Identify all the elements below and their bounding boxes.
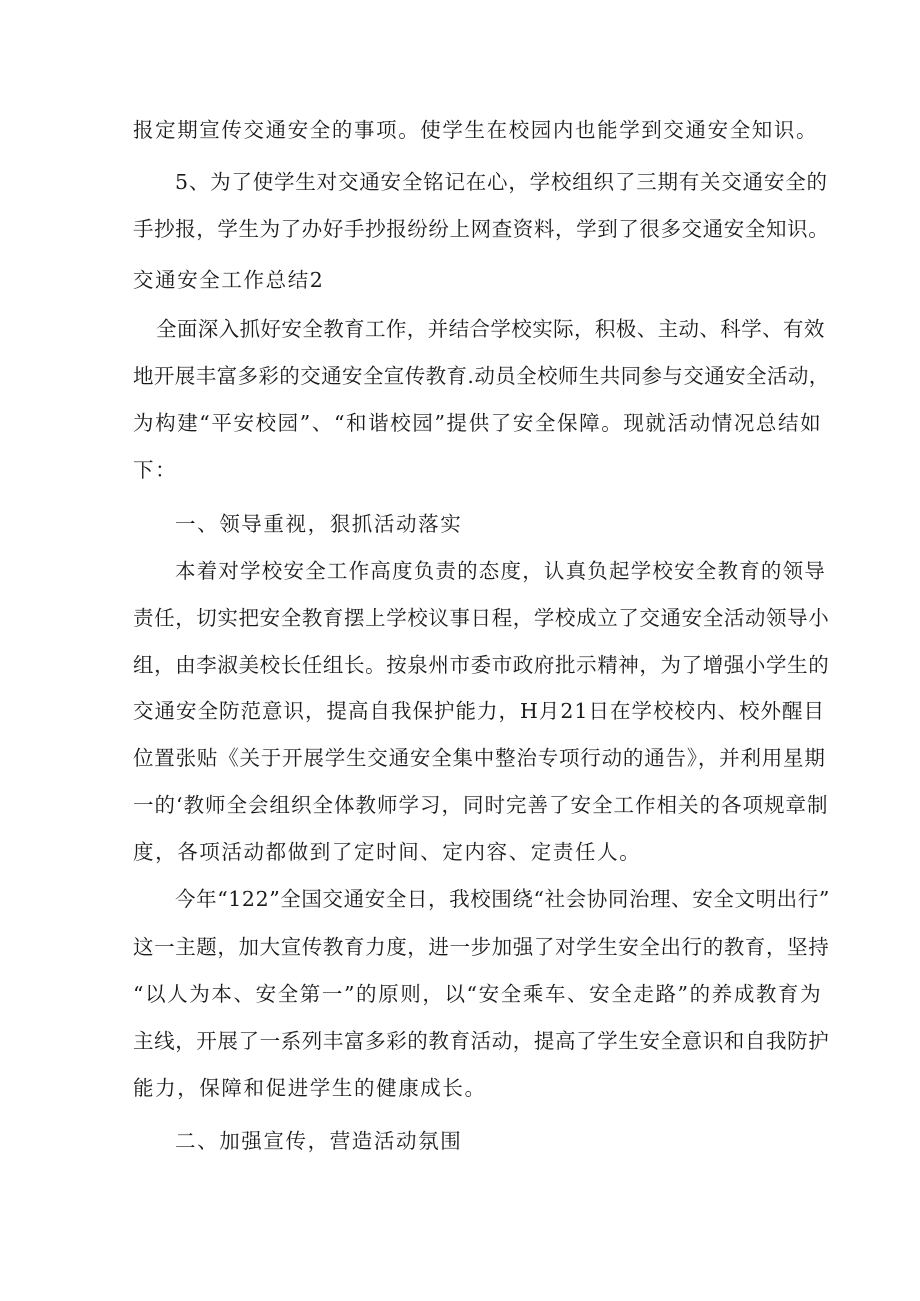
text-line: 主线，开展了一系列丰富多彩的教育活动，提高了学生安全意识和自我防护 xyxy=(133,1029,830,1053)
text-line: 手抄报，学生为了办好手抄报纷纷上网查资料，学到了很多交通安全知识。 xyxy=(133,217,830,241)
text-line: 位置张贴《关于开展学生交通安全集中整治专项行动的通告》，并利用星期 xyxy=(133,746,826,770)
text-line: 责任，切实把安全教育摆上学校议事日程，学校成立了交通安全活动领导小 xyxy=(133,606,830,630)
text-line: 交通安全防范意识，提高自我保护能力，H月21日在学校校内、校外醒目 xyxy=(133,699,825,723)
subsection-heading: 二、加强宣传，营造活动氛围 xyxy=(175,1129,463,1153)
text-line: 为构建“平安校园”、“和谐校园”提供了安全保障。现就活动情况总结如 xyxy=(133,411,823,435)
text-line: 组，由李淑美校长任组长。按泉州市委市政府批示精神，为了增强小学生的 xyxy=(133,653,830,677)
text-line: 度，各项活动都做到了定时间、定内容、定责任人。 xyxy=(133,840,642,864)
text-line: 5、为了使学生对交通安全铭记在心，学校组织了三期有关交通安全的 xyxy=(175,170,828,194)
text-line: 本着对学校安全工作高度负责的态度，认真负起学校安全教育的领导 xyxy=(175,559,826,583)
text-line: 全面深入抓好安全教育工作，并结合学校实际，积极、主动、科学、有效 xyxy=(156,317,825,341)
text-line: 报定期宣传交通安全的事项。使学生在校园内也能学到交通安全知识。 xyxy=(133,118,819,142)
subsection-heading: 一、领导重视，狠抓活动落实 xyxy=(175,512,463,536)
text-line: 这一主题，加大宣传教育力度，进一步加强了对学生安全出行的教育，坚持 xyxy=(133,935,830,959)
text-line: 今年“122”全国交通安全日，我校围绕“社会协同治理、安全文明出行” xyxy=(175,887,830,911)
text-line: “以人为本、安全第一”的原则，以“安全乘车、安全走路”的养成教育为 xyxy=(133,982,823,1006)
text-line: 能力，保障和促进学生的健康成长。 xyxy=(133,1076,487,1100)
text-line: 下： xyxy=(133,458,178,482)
text-line: 一的‘教师全会组织全体教师学习，同时完善了安全工作相关的各项规章制 xyxy=(133,793,829,817)
text-line: 地开展丰富多彩的交通安全宣传教育.动员全校师生共同参与交通安全活动， xyxy=(133,364,830,388)
section-heading: 交通安全工作总结2 xyxy=(133,268,325,292)
